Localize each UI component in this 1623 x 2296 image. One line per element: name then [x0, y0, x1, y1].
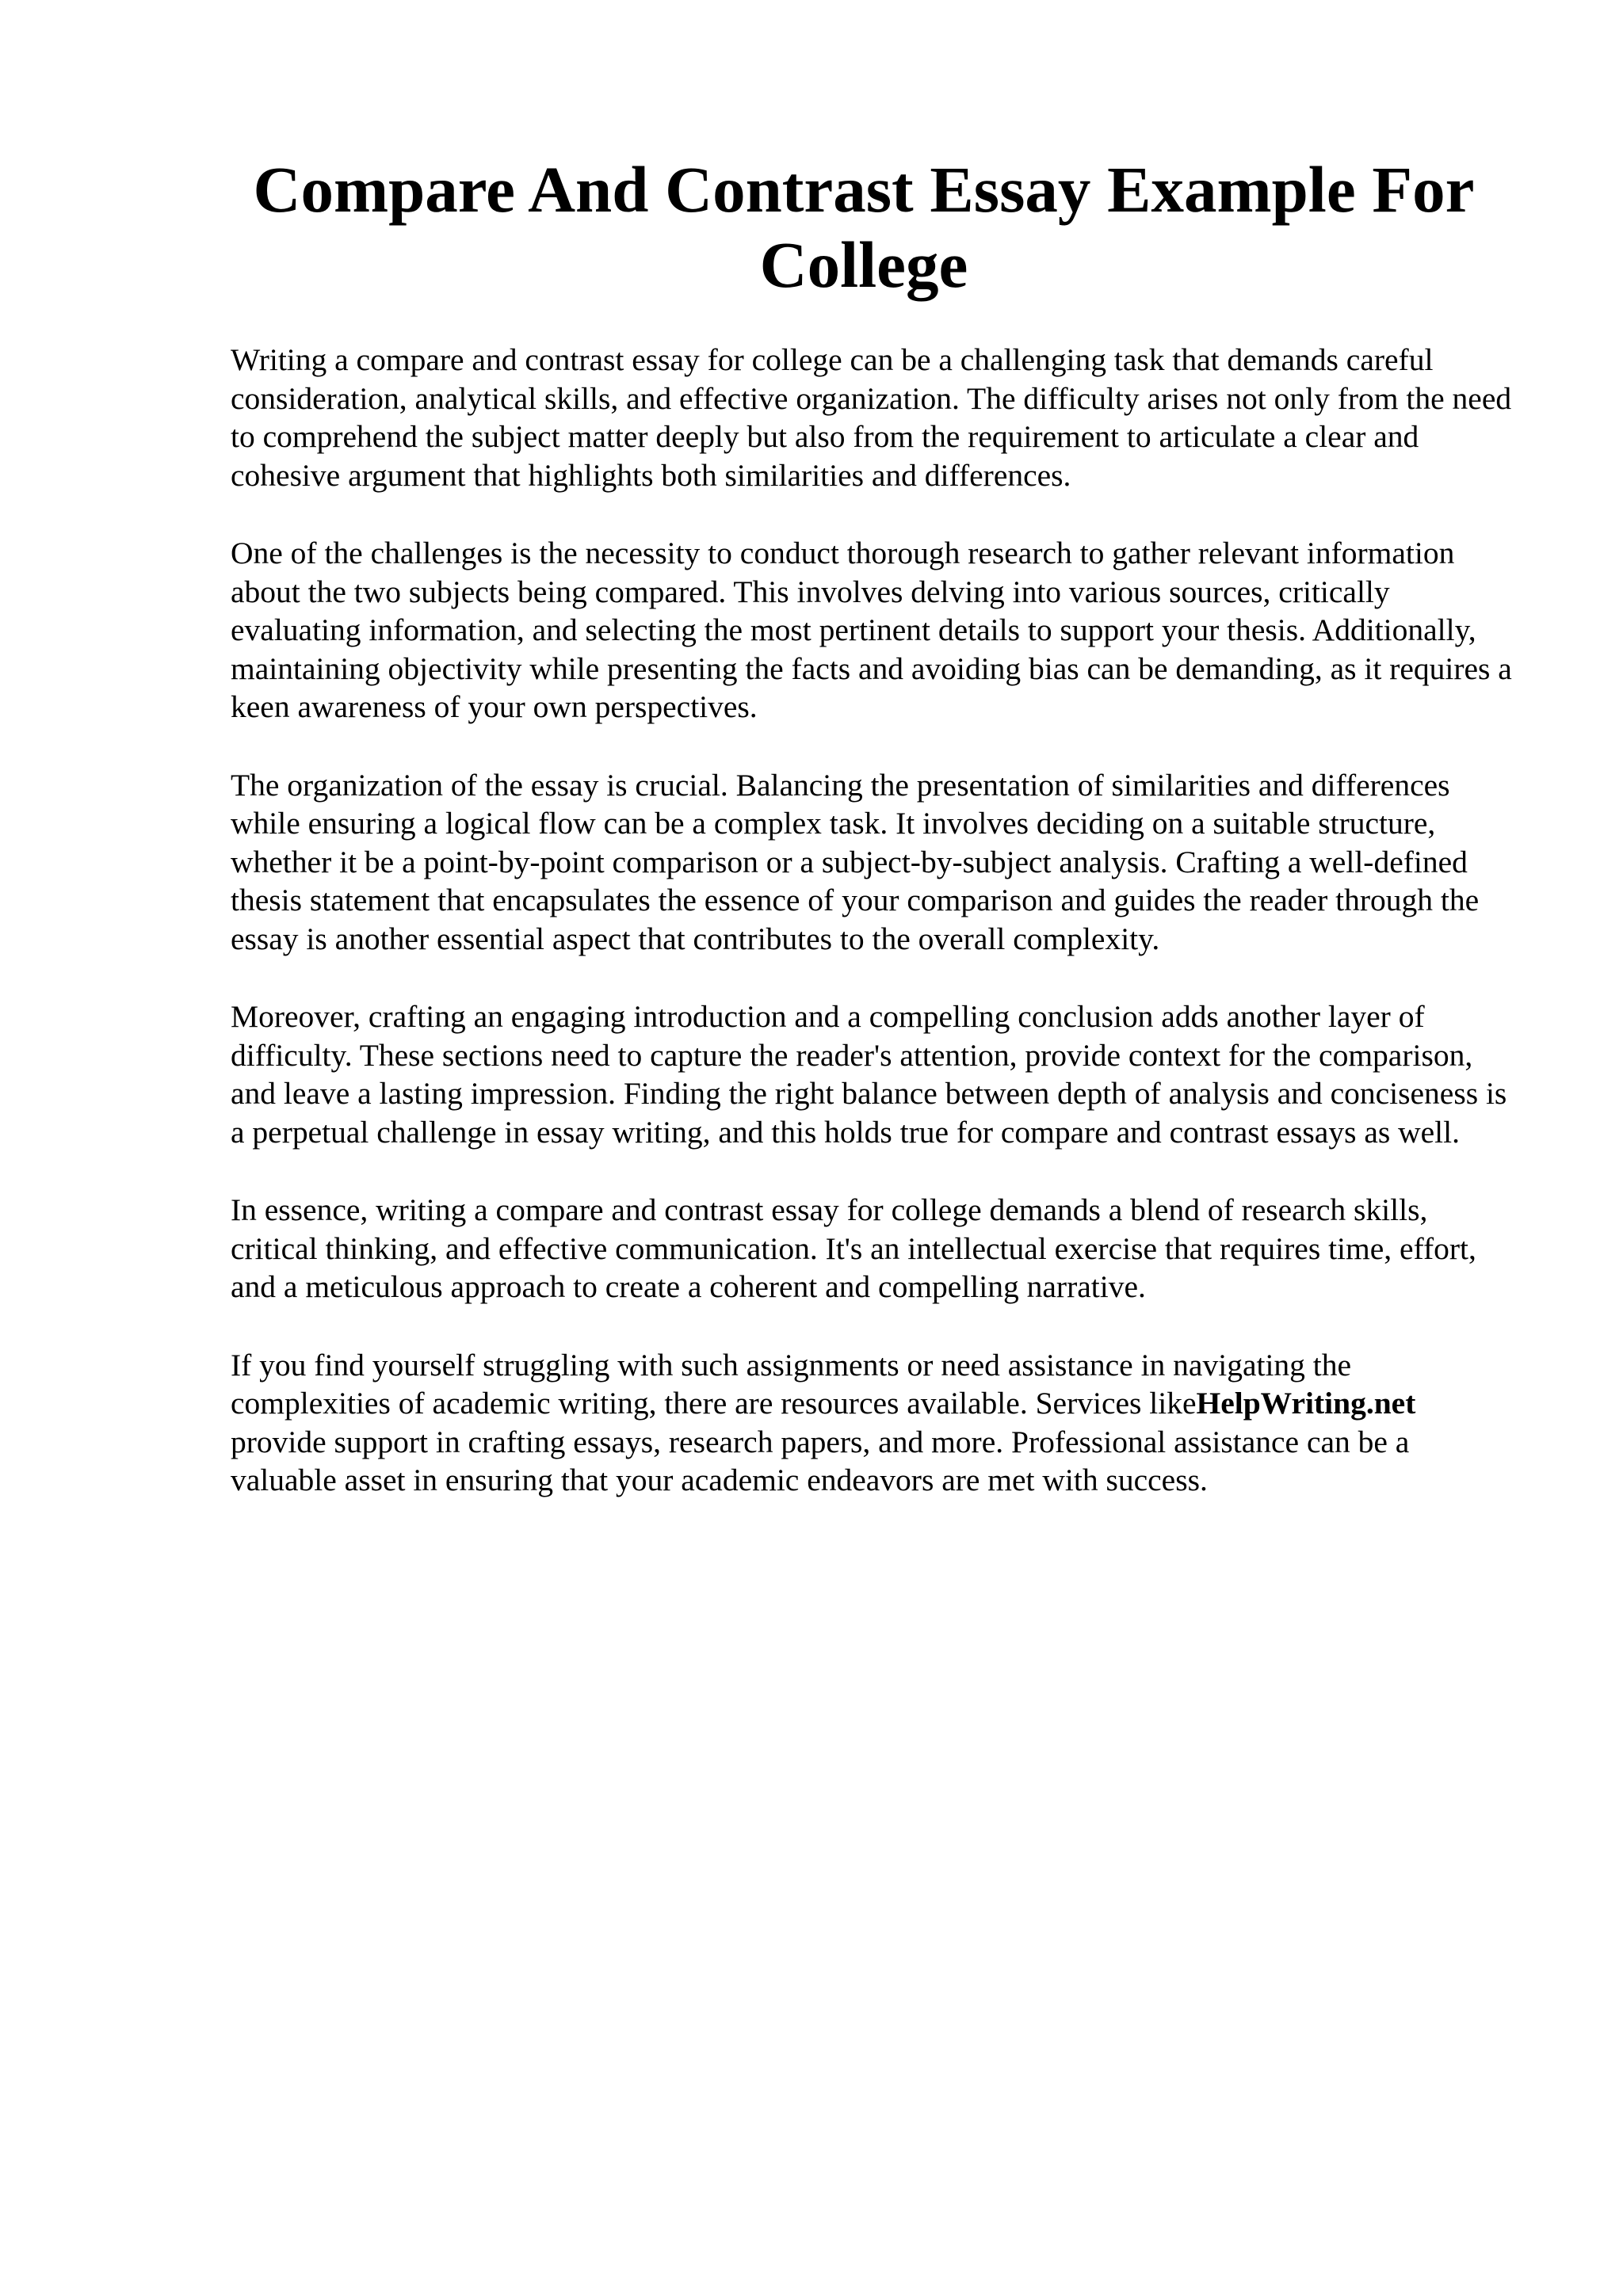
paragraph-organization: The organization of the essay is crucial. Balancing the presentation of similarities and differences while ensuring a logical flow can be a complex task. It involves deciding on a suitable structure, whether it be a point-by-point comparison or a subject-by-subject analysis. Crafting a well-defined thesis statement that encapsulates the essence of your comparison and guides the reader through the essay is another essential aspect that contributes to the overall complexity. [231, 767, 1480, 956]
services-text-after: provide support in crafting essays, research papers, and more. Professional assistance can be a valuable asset in ensuring that your academic endeavors are met with success. [231, 1424, 1410, 1497]
paragraph-research: One of the challenges is the necessity to conduct thorough research to gather relevant information about the two subjects being compared. This involves delving into various sources, critically evaluating information, and selecting the most pertinent details to support your thesis. Additionally, maintaining objectivity while presenting the facts and avoiding bias can be demanding, as it requires a keen awareness of your own perspectives. [231, 536, 1512, 724]
helpwriting-link[interactable]: HelpWriting.net [1196, 1386, 1416, 1421]
services-text-before: If you find yourself struggling with such assignments or need assistance in navigating the complexities of academic writing, there are resources available. Services like [231, 1347, 1352, 1421]
document-title: Compare And Contrast Essay Example For College [253, 153, 1475, 301]
paragraph-introduction-conclusion: Moreover, crafting an engaging introduction and a compelling conclusion adds another layer of difficulty. These sections need to capture the reader's attention, provide context for the comparison, and leave a lasting impression. Finding the right balance between depth of analysis and conciseness is a perpetual challenge in essay writing, and this holds true for compare and contrast essays as well. [231, 999, 1507, 1150]
document-body [231, 341, 1514, 1539]
paragraph-essence: In essence, writing a compare and contrast essay for college demands a blend of research skills, critical thinking, and effective communication. It's an intellectual exercise that requires time, effort, and a meticulous approach to create a coherent and compelling narrative. [231, 1192, 1476, 1304]
paragraph-intro: Writing a compare and contrast essay for college can be a challenging task that demands careful consideration, analytical skills, and effective organization. The difficulty arises not only from the need to comprehend the subject matter deeply but also from the requirement to articulate a clear and cohesive argument that highlights both similarities and differences. [231, 342, 1512, 493]
paragraph-services [231, 1346, 1514, 1500]
